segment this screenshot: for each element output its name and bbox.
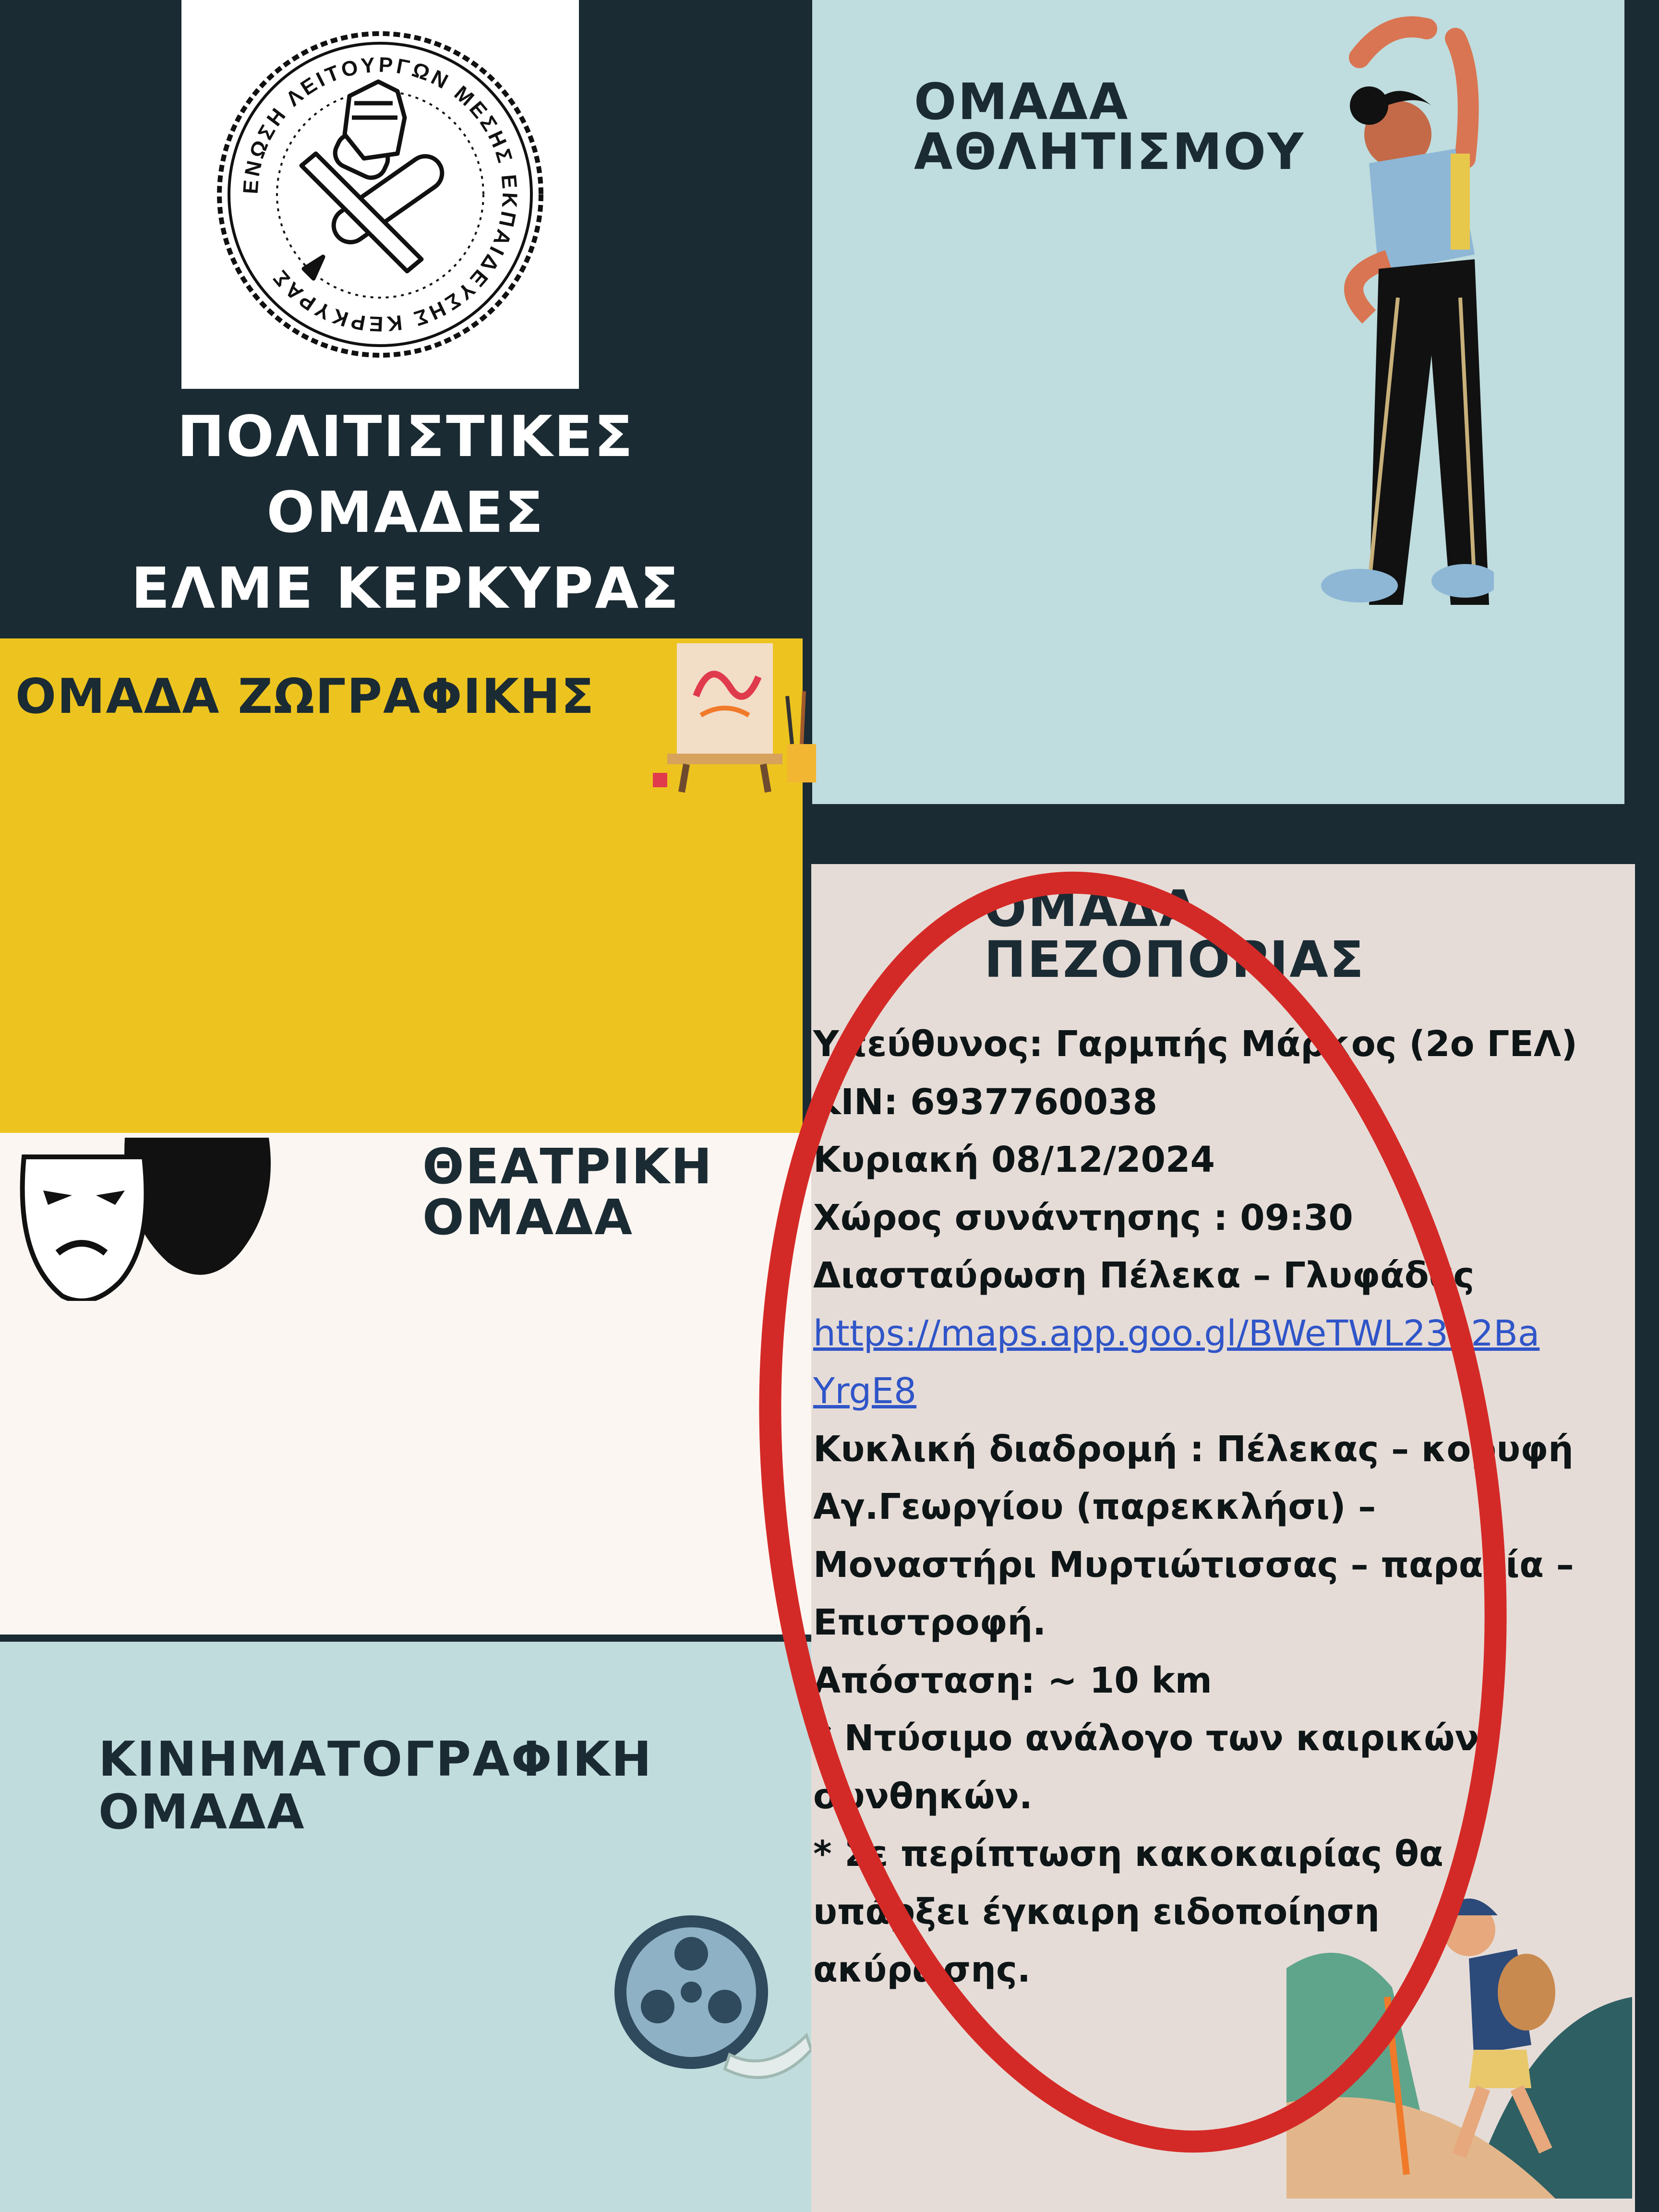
- cinema-title-line1: ΚΙΝΗΜΑΤΟΓΡΑΦΙΚΗ: [98, 1731, 653, 1787]
- main-title-line3: ΕΛΜΕ ΚΕΡΚΥΡΑΣ: [131, 555, 680, 621]
- hiking-note2-line1: * Σε περίπτωση κακοκαιρίας θα: [813, 1833, 1443, 1875]
- sports-title-line2: ΑΘΛΗΤΙΣΜΟΥ: [914, 122, 1305, 181]
- sports-title-line1: ΟΜΑΔΑ: [914, 72, 1130, 131]
- hiking-responsible: Υπεύθυνος: Γαρμπής Μάρκος (2ο ΓΕΛ): [813, 1023, 1578, 1065]
- hiking-meeting-place: Διασταύρωση Πέλεκα – Γλυφάδας: [813, 1255, 1475, 1296]
- sports-title: [914, 72, 1305, 181]
- stretching-person-illustration: [1311, 10, 1494, 605]
- main-title-line2: ΟΜΑΔΕΣ: [266, 479, 545, 545]
- easel-icon: [648, 638, 830, 797]
- theatre-title: [422, 1138, 714, 1246]
- theatre-title-line1: ΘΕΑΤΡΙΚΗ: [422, 1138, 714, 1195]
- hiking-note2-line3: ακύρωσης.: [813, 1949, 1031, 1990]
- hiking-route-line2: Αγ.Γεωργίου (παρεκκλήσι) –: [813, 1486, 1376, 1527]
- hiking-route-line3: Μοναστήρι Μυρτιώτισσας – παραλία –: [813, 1544, 1574, 1586]
- hiking-date: Κυριακή 08/12/2024: [813, 1139, 1215, 1180]
- theatre-panel: [0, 1133, 811, 1635]
- hiking-meeting-time: Χώρος συνάντησης : 09:30: [813, 1197, 1353, 1238]
- hiking-distance: Απόσταση: ~ 10 km: [813, 1659, 1212, 1701]
- fist-pencil-scroll-icon: [301, 82, 449, 278]
- hiking-phone: ΚΙΝ: 6937760038: [813, 1081, 1158, 1123]
- main-title: [0, 398, 811, 626]
- cinema-title-line2: ΟΜΑΔΑ: [98, 1784, 306, 1840]
- theatre-title-line2: ΟΜΑΔΑ: [422, 1189, 634, 1246]
- sports-panel: [812, 0, 1624, 804]
- hiking-note1-line1: * Ντύσιμο ανάλογο των καιρικών: [813, 1718, 1479, 1759]
- theatre-masks-icon: [14, 1138, 274, 1301]
- cinema-panel: [0, 1642, 811, 2212]
- hiking-note1-line2: συνθηκών.: [813, 1775, 1033, 1817]
- elme-logo: [181, 0, 579, 389]
- map-link-line1[interactable]: https://maps.app.goo.gl/BWeTWL2352Ba: [813, 1312, 1540, 1354]
- cinema-title: [98, 1733, 653, 1839]
- film-reel-icon: [610, 1911, 811, 2131]
- map-link-line2[interactable]: YrgE8: [813, 1370, 917, 1412]
- painting-panel: [0, 638, 803, 1133]
- main-title-line1: ΠΟΛΙΤΙΣΤΙΚΕΣ: [177, 403, 635, 469]
- hiking-title-line2: ΠΕΖΟΠΟΡΙΑΣ: [984, 930, 1365, 989]
- hiking-title-line1: ΟΜΑΔΑ: [984, 879, 1200, 938]
- hiking-route-line4: Επιστροφή.: [813, 1602, 1046, 1643]
- seal-circle-text: ΕΝΩΣΗ ΛΕΙΤΟΥΡΓΩΝ ΜΕΣΗΣ ΕΚΠΑΙΔΕΥΣΗΣ ΚΕΡΚΥΡΑΣ: [239, 53, 522, 336]
- hiking-title: [984, 879, 1365, 989]
- painting-title: ΟΜΑΔΑ ΖΩΓΡΑΦΙΚΗΣ: [15, 668, 595, 724]
- elme-seal: [181, 0, 579, 389]
- hiking-note2-line2: υπάρξει έγκαιρη ειδοποίηση: [813, 1891, 1380, 1933]
- hiking-details: [813, 1015, 1629, 1999]
- hiking-route-line1: Κυκλική διαδρομή : Πέλεκας – κορυφή: [813, 1428, 1574, 1470]
